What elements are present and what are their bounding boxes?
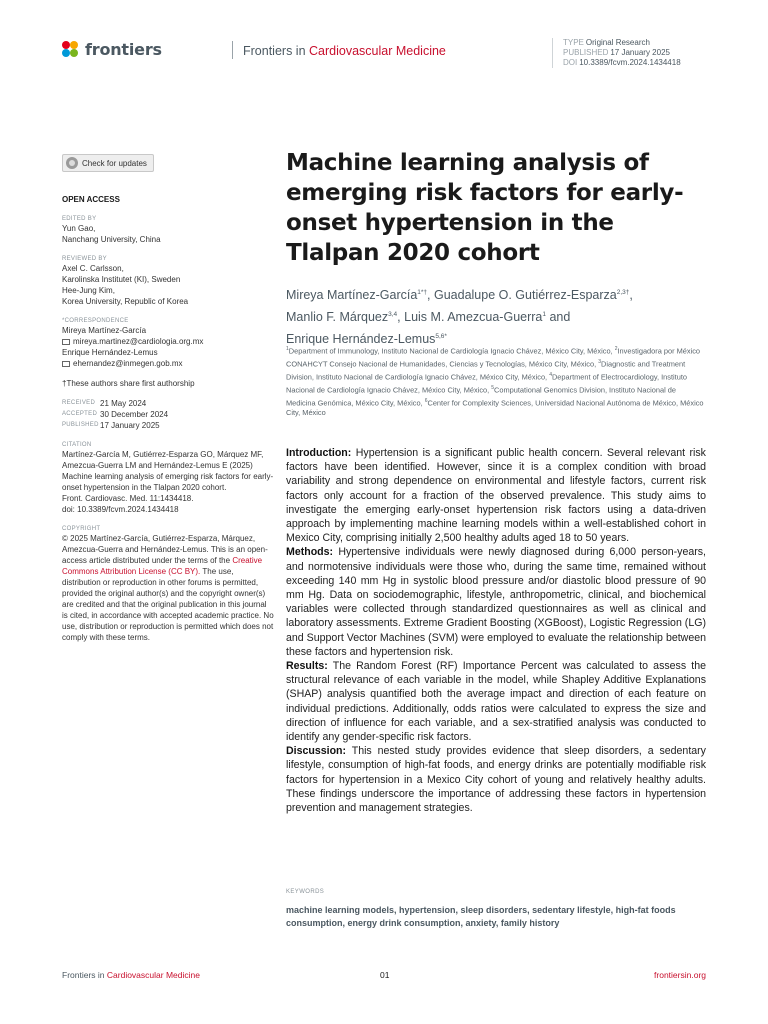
footer-journal-name[interactable]: Cardiovascular Medicine: [106, 970, 200, 980]
affiliation-number: 5: [491, 384, 495, 391]
citation-text: Martínez-García M, Gutiérrez-Esparza GO, Márquez MF, Amezcua-Guerra LM and Hernández-Lemus E (2025) Machine learning analysis of emerging risk factors for early-onset hypertension in the Tlalpan 2020 cohort.: [62, 450, 274, 492]
keywords: machine learning models, hypertension, sleep disorders, sedentary lifestyle, high-fat foods consumption, energy drink consumption, anxiety, family history: [286, 905, 676, 928]
author-affil-ref: 1: [542, 311, 546, 319]
author-name[interactable]: Luis M. Amezcua-Guerra: [404, 310, 543, 325]
accepted-date: 30 December 2024: [100, 410, 169, 419]
published-label: PUBLISHED: [563, 48, 609, 57]
type-value: Original Research: [585, 38, 650, 47]
reviewer-name: Axel C. Carlsson,: [62, 264, 124, 273]
author-affil-ref: 1*†: [417, 289, 428, 296]
abstract-discussion: [286, 744, 706, 815]
section-label: Discussion:: [286, 745, 347, 758]
affiliation-number: 1: [286, 346, 289, 352]
section-label: Introduction:: [286, 447, 352, 459]
journal-title: Cardiovascular Medicine: [309, 44, 446, 58]
section-text: This nested study provides evidence that sleep disorders, a sedentary lifestyle, consumption of high-fat foods, and energy drinks are potentially modifiable risk factors for hypertension in a Mexico City cohort of young and relatively healthy adults. These findings underscore the importance of addressing these factors in hypertension prevention and management strategies.: [286, 745, 706, 815]
author-name[interactable]: Manlio F. Márquez: [286, 310, 389, 325]
correspondent-email[interactable]: ehernandez@inmegen.gob.mx: [73, 359, 183, 368]
affiliation: Diagnostic and Treatment Division, Instituto Nacional de Cardiología Ignacio Chávez, México City, México,: [286, 359, 686, 382]
check-for-updates-button[interactable]: [62, 154, 154, 172]
article-title: Machine learning analysis of emerging risk factors for early-onset hypertension in the Tlalpan 2020 cohort: [286, 150, 684, 266]
reviewer-name: Hee-Jung Kim,: [62, 286, 115, 295]
email-row: [62, 358, 274, 369]
copyright-text-part: The use, distribution or reproduction in other forums is permitted, provided the original author(s) and the copyright owner(s) are credited and that the original publication in this journal is cited, in accordance with accepted academic practice. No use, distribution or reproduction is permitted which does not comply with these terms.: [62, 567, 274, 642]
footer-journal: [62, 970, 200, 980]
affiliation: Center for Complexity Sciences, Universidad Nacional Autónoma de México, México City, México: [286, 397, 704, 418]
footer-site-link[interactable]: frontiersin.org: [654, 970, 706, 980]
type-label: TYPE: [563, 38, 584, 47]
affiliation: Department of Immunology, Instituto Nacional de Cardiología Ignacio Chávez, México City, México,: [288, 346, 613, 356]
dates-block: [62, 398, 274, 431]
affiliation: Computational Genomics Division, Instituto Nacional de Medicina Genómica, México City, México,: [286, 385, 677, 407]
abstract-introduction: [286, 446, 706, 545]
copyright-text: [62, 533, 274, 643]
affiliation-number: 2: [614, 346, 618, 352]
logo-text: frontiers: [85, 40, 162, 59]
accepted-label: ACCEPTED: [62, 411, 98, 417]
page-footer: [62, 970, 706, 984]
published-value: 17 January 2025: [610, 48, 670, 57]
footer-journal-prefix: Frontiers in: [62, 970, 105, 980]
received-date: 21 May 2024: [100, 399, 147, 408]
check-updates-label: Check for updates: [82, 158, 147, 168]
envelope-icon: [62, 339, 70, 345]
editor-name: Yun Gao,: [62, 224, 96, 233]
editor-affiliation: Nanchang University, China: [62, 235, 161, 244]
section-text: Hypertensive individuals were newly diagnosed during 6,000 person-years, and normotensive individuals were those who, during the same time, remained without exceeding 140 mm Hg in systolic blood pressure and/or diastolic blood pressure of 90 mm Hg. Data on sociodemographic, lifestyle, anthropometric, clinical, and biochemical variables were collected through standardized questionnaires as well as clinical and laboratory assessments. Extreme Gradient Boosting (XGBoost), Logistic Regression (LG) and Support Vector Machines (SVM) were employed to evaluate the relationship between these factors and hypertension risk.: [286, 546, 706, 658]
affiliations: [286, 344, 706, 419]
author-name[interactable]: Enrique Hernández-Lemus: [286, 332, 436, 347]
keywords-label: KEYWORDS: [286, 889, 325, 895]
author-name[interactable]: Mireya Martínez-García: [286, 288, 418, 303]
journal-name[interactable]: [243, 44, 446, 58]
abstract-results: [286, 659, 706, 744]
first-authorship-note: †These authors share first authorship: [62, 379, 195, 388]
citation-journal: Front. Cardiovasc. Med. 11:1434418.: [62, 494, 194, 503]
citation-label: CITATION: [62, 442, 92, 448]
author-affil-ref: 2,3†: [616, 289, 630, 296]
affiliation: Investigadora por México CONAHCYT Consejo Nacional de Humanidades, Ciencias y Tecnologías, México City, México,: [286, 346, 701, 369]
doi-value[interactable]: 10.3389/fcvm.2024.1434418: [579, 58, 681, 67]
sidebar: [62, 154, 274, 643]
published-date: 17 January 2025: [100, 421, 160, 430]
author-affil-ref: 5,6*: [435, 333, 447, 341]
received-label: RECEIVED: [62, 400, 96, 406]
affiliation: Department of Electrocardiology, Instituto Nacional de Cardiología Ignacio Chávez, México City, México,: [286, 372, 687, 395]
journal-prefix: Frontiers in: [243, 44, 306, 58]
copyright-label: COPYRIGHT: [62, 526, 101, 532]
frontiers-logo[interactable]: [62, 40, 162, 59]
frontiers-logo-icon: [62, 41, 80, 59]
header-divider: [232, 41, 233, 59]
page-header: [62, 38, 706, 70]
section-text: The Random Forest (RF) Importance Percent was calculated to assess the structural relevance of each variable in the model, while Shapley Additive Explanations (SHAP) analysis quantified both the average impact and direction of each feature on individual predictions. Additionally, odds ratios were calculated to express the size and direction of influence for each variable, and a sex-stratified analysis was conducted to identify any gender-specific risk factors.: [286, 660, 706, 744]
affiliation-number: 6: [424, 397, 428, 404]
open-access-label: OPEN ACCESS: [62, 195, 120, 204]
license-link[interactable]: Creative Commons Attribution License (CC BY).: [62, 556, 263, 576]
abstract: [286, 446, 706, 815]
reviewed-by-label: REVIEWED BY: [62, 256, 107, 262]
published-label: PUBLISHED: [62, 422, 99, 428]
author-name[interactable]: Guadalupe O. Gutiérrez-Esparza: [434, 288, 617, 303]
copyright-text-part: © 2025 Martínez-García, Gutiérrez-Esparza, Márquez, Amezcua-Guerra and Hernández-Lemus. This is an open-access article distributed under the terms of the: [62, 534, 268, 565]
affiliation-number: 3: [598, 358, 601, 365]
abstract-methods: [286, 545, 706, 659]
email-row: [62, 336, 274, 347]
section-text: Hypertension is a significant public health concern. Several relevant risk factors have been identified. However, since it is a complex condition with broad variability and strong dependence on environmental and lifestyle factors, current risk factors only account for a fraction of the observed prevalence. This study aims to investigate the emerging early-onset hypertension risk factors using a data-driven approach by implementing machine learning models within a well-established cohort in Mexico City, comprising initially 2,500 healthy adults aged 18 to 50 years.: [286, 447, 706, 545]
correspondence-label: *CORRESPONDENCE: [62, 318, 129, 324]
correspondent-email[interactable]: mireya.martinez@cardiologia.org.mx: [73, 337, 204, 346]
article-meta: [552, 38, 681, 68]
author-affil-ref: 3,4: [388, 311, 398, 319]
envelope-icon: [62, 361, 70, 367]
correspondent-name: Mireya Martínez-García: [62, 326, 147, 335]
affiliation-number: 4: [549, 371, 552, 378]
author-list: Mireya Martínez-García$^{1*\dagger}$, Guadalupe O. Gutiérrez-Esparza$^{2,3\dagger}$, Manlio F. Márquez$^{3,4}$, Luis M. Amezcua-Guerra$^1$ and Enrique Hernández-Lemus$^{5,6*}$: [286, 288, 633, 347]
correspondent-name: Enrique Hernández-Lemus: [62, 348, 158, 357]
check-updates-icon: [66, 157, 78, 169]
section-label: Results:: [286, 660, 328, 673]
edited-by-label: EDITED BY: [62, 216, 97, 222]
doi-label: DOI: [563, 58, 578, 67]
reviewer-affiliation: Karolinska Institutet (KI), Sweden: [62, 275, 181, 284]
reviewer-affiliation: Korea University, Republic of Korea: [62, 297, 189, 306]
citation-doi[interactable]: doi: 10.3389/fcvm.2024.1434418: [62, 505, 179, 514]
page-number: 01: [380, 970, 390, 980]
section-label: Methods:: [286, 546, 334, 559]
